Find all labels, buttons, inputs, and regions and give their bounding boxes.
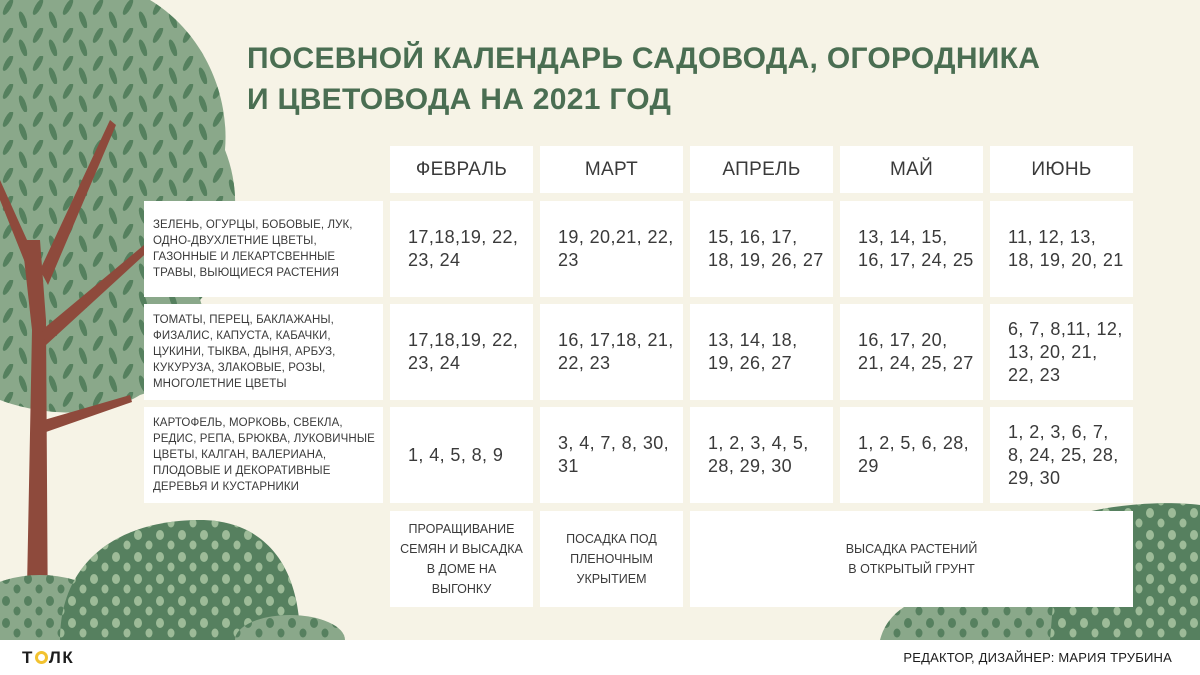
cell-tomatoes-march: 16, 17,18, 21, 22, 23 bbox=[540, 304, 683, 400]
cell-tomatoes-april: 13, 14, 18, 19, 26, 27 bbox=[690, 304, 833, 400]
month-header-april: АПРЕЛЬ bbox=[690, 146, 833, 193]
cell-tomatoes-june: 6, 7, 8,11, 12, 13, 20, 21, 22, 23 bbox=[990, 304, 1133, 400]
month-header-june: ИЮНЬ bbox=[990, 146, 1133, 193]
cell-potatoes-june: 1, 2, 3, 6, 7, 8, 24, 25, 28, 29, 30 bbox=[990, 407, 1133, 503]
month-header-february: ФЕВРАЛЬ bbox=[390, 146, 533, 193]
cell-greens-april: 15, 16, 17, 18, 19, 26, 27 bbox=[690, 201, 833, 297]
cell-greens-june: 11, 12, 13, 18, 19, 20, 21 bbox=[990, 201, 1133, 297]
brand-logo: Т ЛК bbox=[22, 648, 75, 667]
note-film-cover: ПОСАДКА ПОД ПЛЕНОЧНЫМ УКРЫТИЕМ bbox=[540, 511, 683, 607]
credit-text: РЕДАКТОР, ДИЗАЙНЕР: МАРИЯ ТРУБИНА bbox=[903, 650, 1172, 665]
title-line-1: ПОСЕВНОЙ КАЛЕНДАРЬ САДОВОДА, ОГОРОДНИКА bbox=[247, 42, 1041, 75]
page-title bbox=[247, 38, 1147, 120]
cell-greens-march: 19, 20,21, 22, 23 bbox=[540, 201, 683, 297]
cell-potatoes-february: 1, 4, 5, 8, 9 bbox=[390, 407, 533, 503]
row-label-greens: ЗЕЛЕНЬ, ОГУРЦЫ, БОБОВЫЕ, ЛУК, ОДНО-ДВУХЛЕТНИЕ ЦВЕТЫ, ГАЗОННЫЕ И ЛЕКАРТСВЕННЫЕ ТРАВЫ, ВЫЮЩИЕСЯ РАСТЕНИЯ bbox=[144, 201, 383, 297]
row-label-tomatoes: ТОМАТЫ, ПЕРЕЦ, БАКЛАЖАНЫ, ФИЗАЛИС, КАПУСТА, КАБАЧКИ, ЦУКИНИ, ТЫКВА, ДЫНЯ, АРБУЗ, КУКУРУЗА, ЗЛАКОВЫЕ, РОЗЫ, МНОГОЛЕТНИЕ ЦВЕТЫ bbox=[144, 304, 383, 400]
cell-tomatoes-february: 17,18,19, 22, 23, 24 bbox=[390, 304, 533, 400]
cell-potatoes-march: 3, 4, 7, 8, 30, 31 bbox=[540, 407, 683, 503]
month-header-may: МАЙ bbox=[840, 146, 983, 193]
cell-tomatoes-may: 16, 17, 20, 21, 24, 25, 27 bbox=[840, 304, 983, 400]
row-label-potatoes: КАРТОФЕЛЬ, МОРКОВЬ, СВЕКЛА, РЕДИС, РЕПА, БРЮКВА, ЛУКОВИЧНЫЕ ЦВЕТЫ, КАЛГАН, ВАЛЕРИАНА, ПЛОДОВЫЕ И ДЕКОРАТИВНЫЕ ДЕРЕВЬЯ И КУСТАРНИКИ bbox=[144, 407, 383, 503]
cell-potatoes-april: 1, 2, 3, 4, 5, 28, 29, 30 bbox=[690, 407, 833, 503]
month-header-march: МАРТ bbox=[540, 146, 683, 193]
note-open-ground: ВЫСАДКА РАСТЕНИЙ В ОТКРЫТЫЙ ГРУНТ bbox=[690, 511, 1133, 607]
cell-greens-february: 17,18,19, 22, 23, 24 bbox=[390, 201, 533, 297]
title-line-2: И ЦВЕТОВОДА НА 2021 ГОД bbox=[247, 83, 672, 116]
cell-potatoes-may: 1, 2, 5, 6, 28, 29 bbox=[840, 407, 983, 503]
note-indoor-sowing: ПРОРАЩИВАНИЕ СЕМЯН И ВЫСАДКА В ДОМЕ НА ВЫГОНКУ bbox=[390, 511, 533, 607]
cell-greens-may: 13, 14, 15, 16, 17, 24, 25 bbox=[840, 201, 983, 297]
